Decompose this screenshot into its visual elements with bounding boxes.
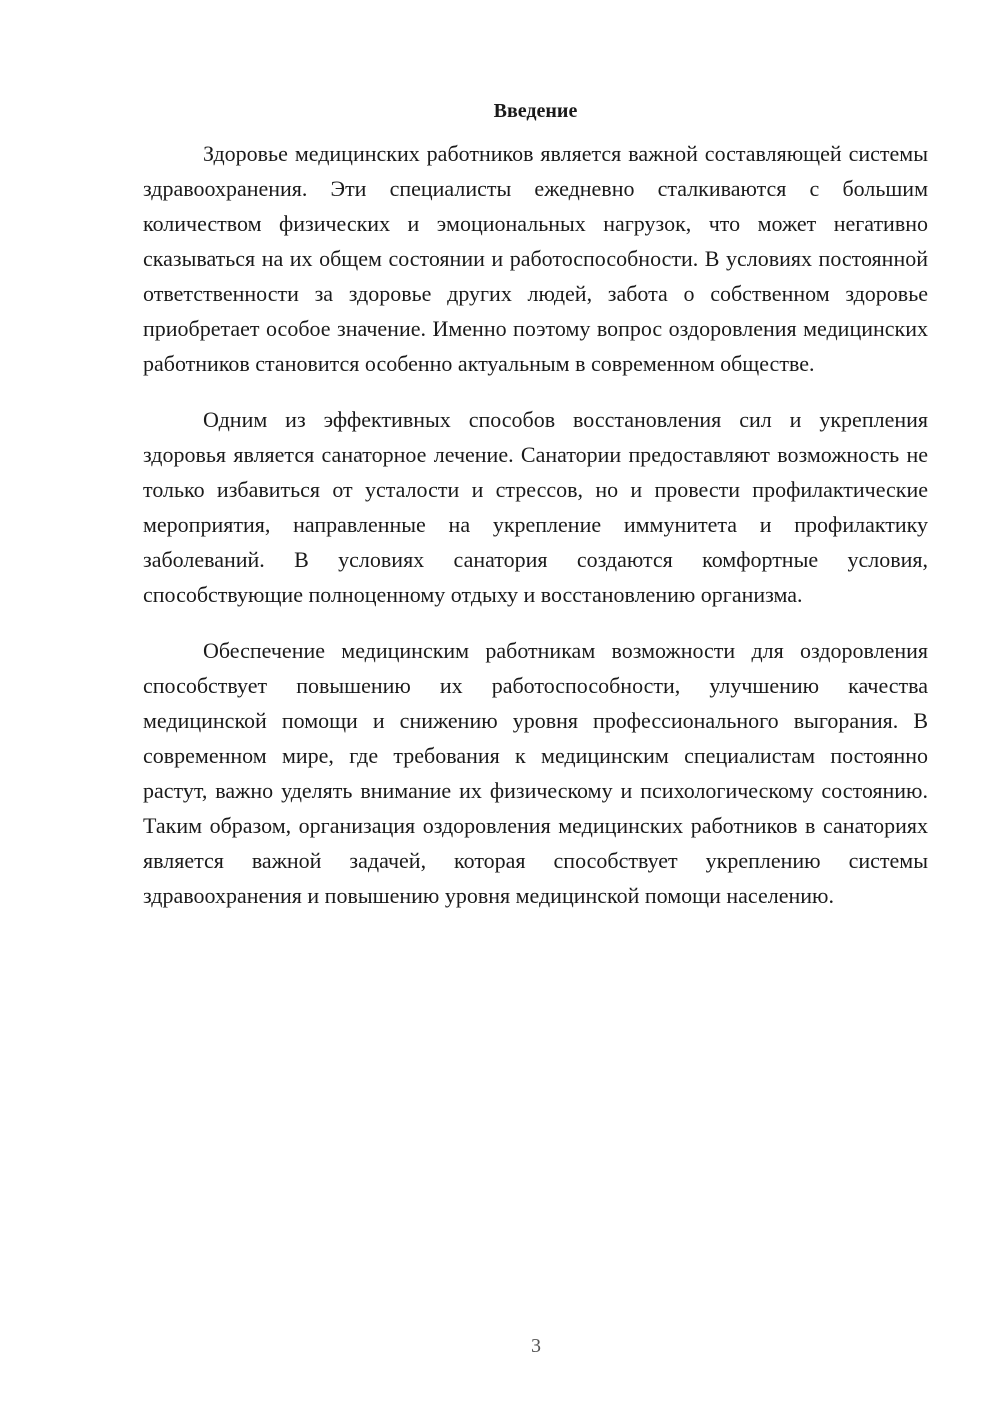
paragraph-2: Одним из эффективных способов восстановления сил и укрепления здоровья является санаторное лечение. Санатории предоставляют возможность не только избавиться от усталости и стрессов, но и провести профилактические мероприятия, направленные на укрепление иммунитета и профилактику заболеваний. В условиях санатория создаются комфортные условия, способствующие полноценному отдыху и восстановлению организма. bbox=[143, 407, 928, 607]
paragraph-1: Здоровье медицинских работников является важной составляющей системы здравоохранения. Эти специалисты ежедневно сталкиваются с большим количеством физических и эмоциональных нагрузок, что может негативно сказываться на их общем состоянии и работоспособности. В условиях постоянной ответственности за здоровье других людей, забота о собственном здоровье приобретает особое значение. Именно поэтому вопрос оздоровления медицинских работников становится особенно актуальным в современном обществе. bbox=[143, 141, 928, 376]
paragraph-3: Обеспечение медицинским работникам возможности для оздоровления способствует повышению их работоспособности, улучшению качества медицинской помощи и снижению уровня профессионального выгорания. В современном мире, где требования к медицинским специалистам постоянно растут, важно уделять внимание их физическому и психологическому состоянию. Таким образом, организация оздоровления медицинских работников в санаториях является важной задачей, которая способствует укреплению системы здравоохранения и повышению уровня медицинской помощи населению. bbox=[143, 638, 928, 908]
page-content bbox=[143, 96, 928, 934]
page-number: 3 bbox=[531, 1335, 541, 1357]
page-title: Введение bbox=[493, 100, 578, 122]
